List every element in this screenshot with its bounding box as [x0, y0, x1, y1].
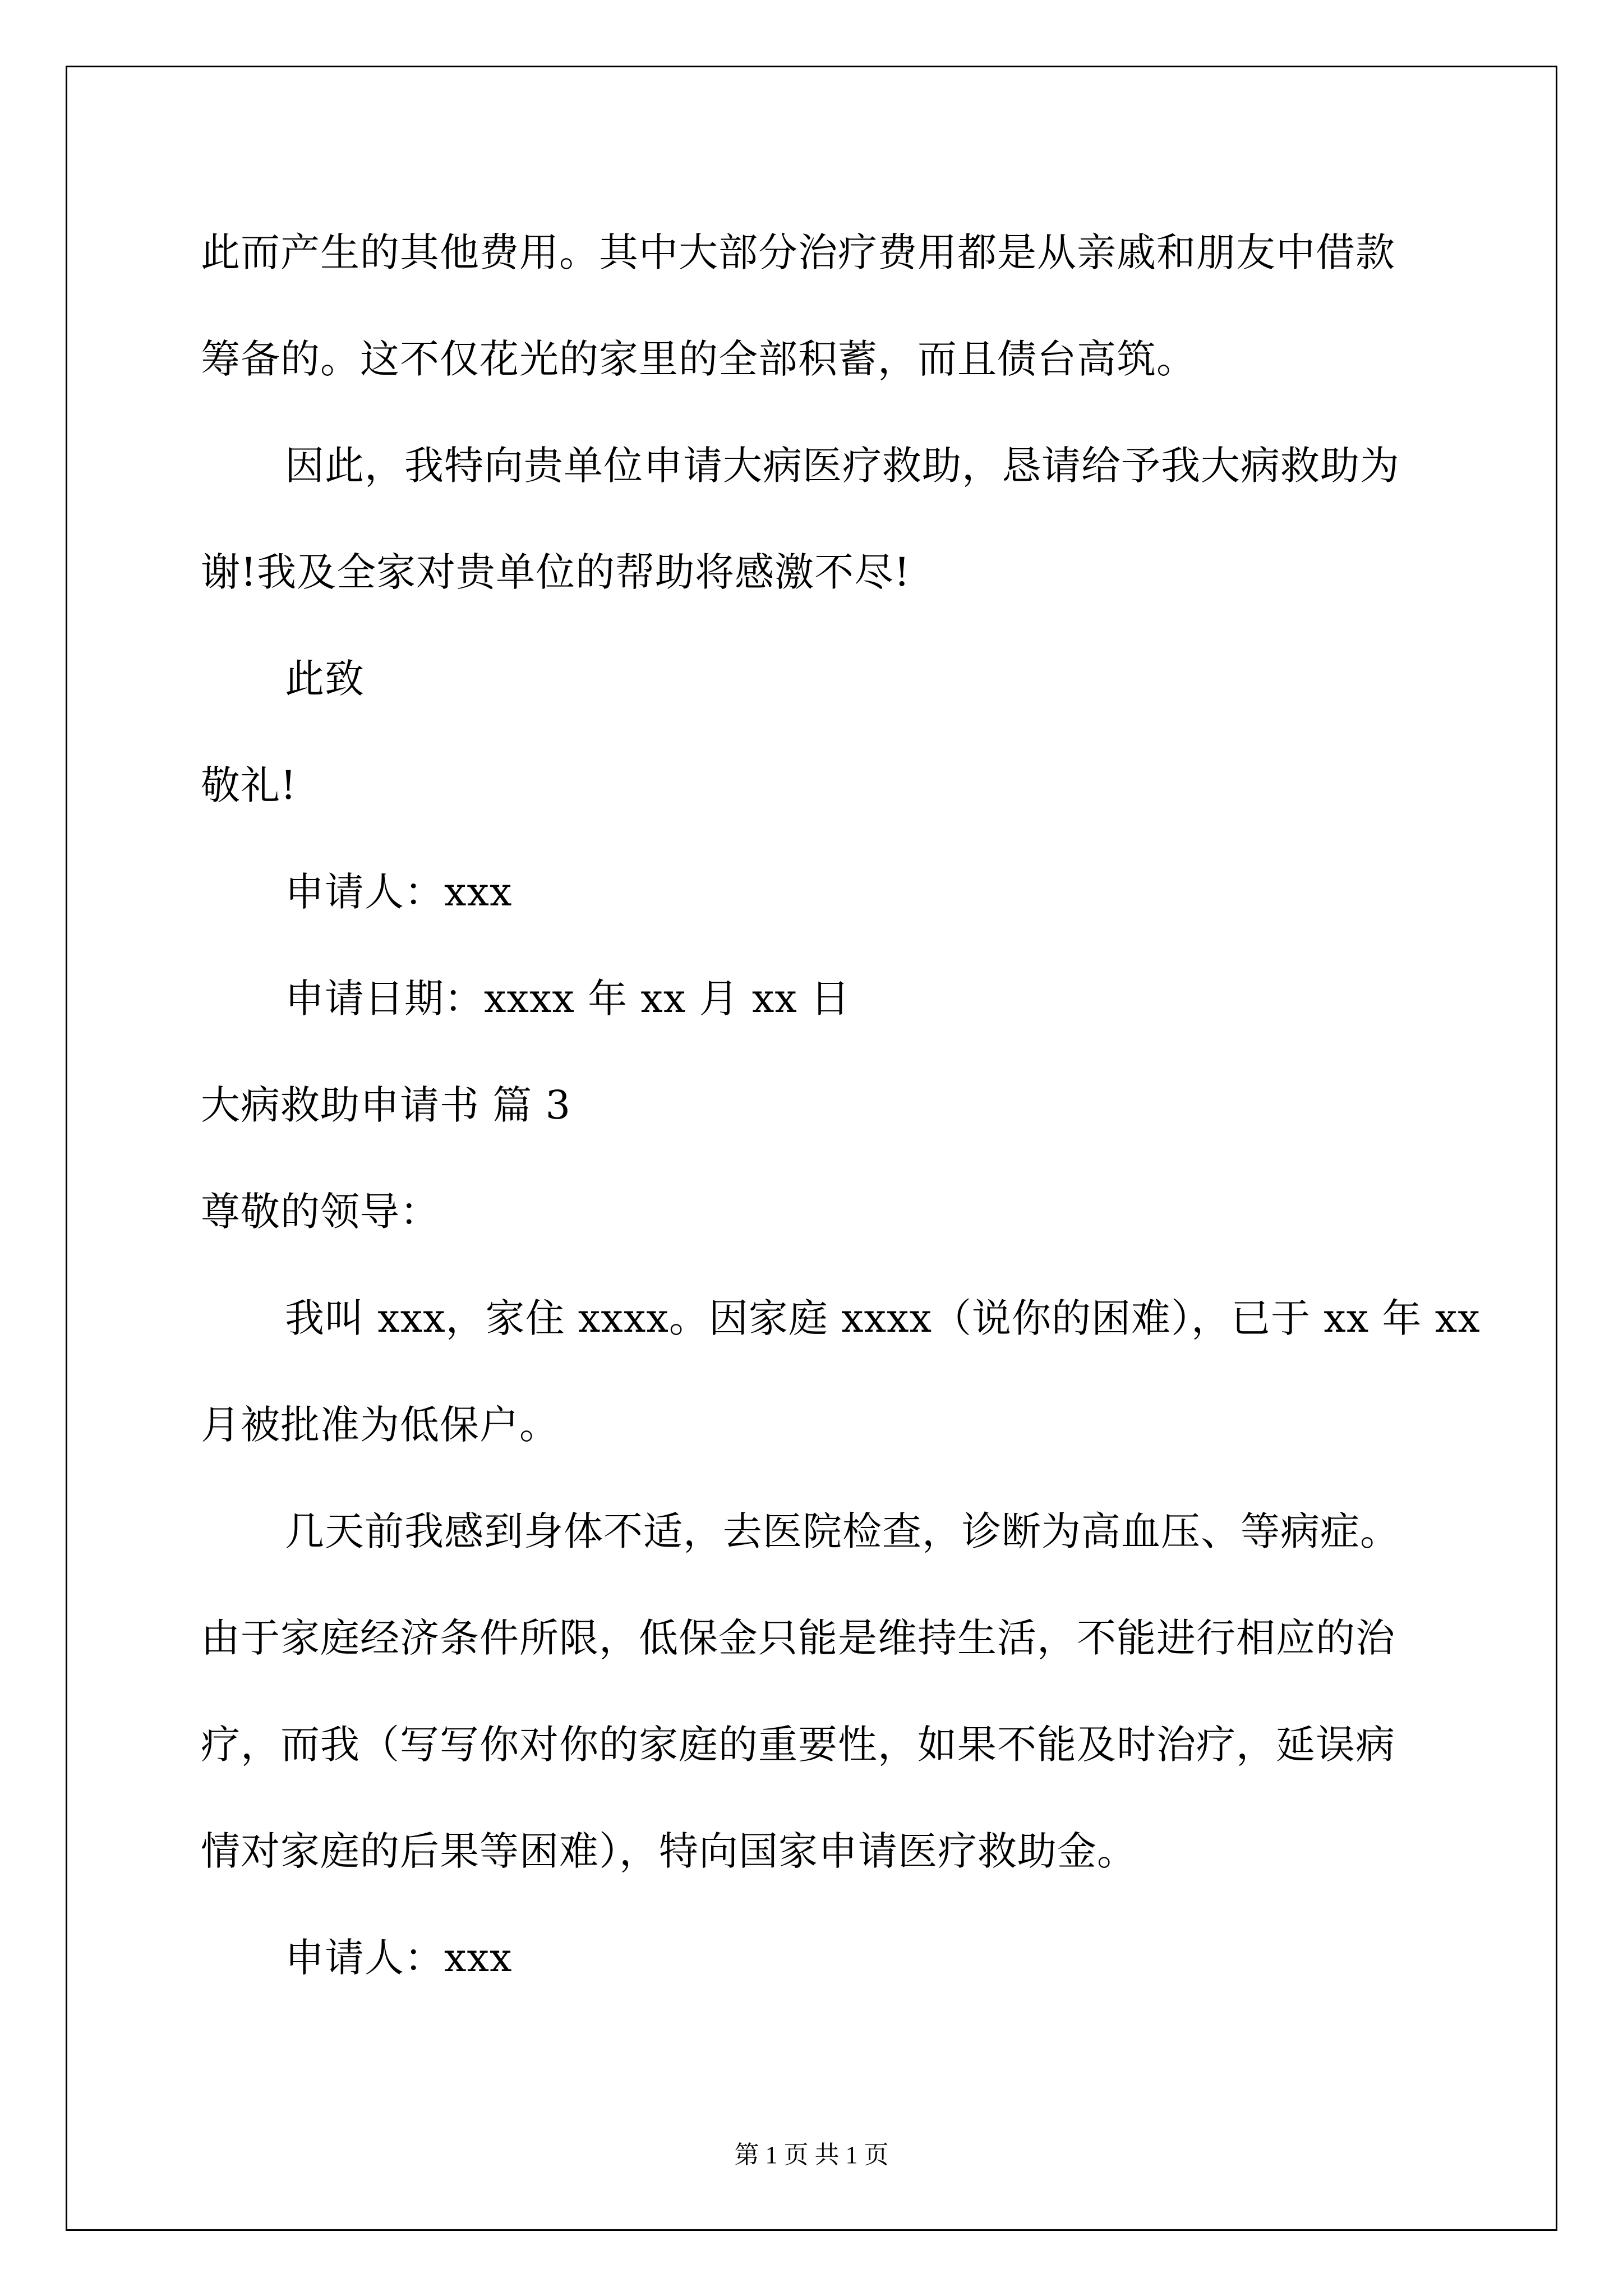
closing-salutation: 此致	[285, 656, 365, 702]
applicant-line: 申请人：xxx	[285, 869, 513, 915]
body-line: 因此，我特向贵单位申请大病医疗救助，恳请给予我大病救助为	[285, 443, 1400, 489]
body-line: 情对家庭的后果等困难），特向国家申请医疗救助金。	[201, 1828, 1137, 1874]
page-border	[66, 66, 1557, 2231]
applicant-line: 申请人：xxx	[285, 1935, 513, 1981]
closing-respect: 敬礼!	[201, 762, 297, 808]
body-line: 疗，而我（写写你对你的家庭的重要性，如果不能及时治疗，延误病	[201, 1722, 1395, 1768]
section-heading: 大病救助申请书 篇 3	[201, 1082, 571, 1128]
greeting: 尊敬的领导：	[201, 1189, 440, 1235]
body-line: 筹备的。这不仅花光的家里的全部积蓄，而且债台高筑。	[201, 336, 1196, 382]
page-number-footer: 第 1 页 共 1 页	[734, 2141, 889, 2169]
application-date-line: 申请日期：xxxx 年 xx 月 xx 日	[285, 976, 851, 1022]
body-line: 由于家庭经济条件所限，低保金只能是维持生活，不能进行相应的治	[201, 1615, 1395, 1661]
body-line: 几天前我感到身体不适，去医院检查，诊断为高血压、等病症。	[285, 1508, 1400, 1554]
body-line: 此而产生的其他费用。其中大部分治疗费用都是从亲戚和朋友中借款	[201, 229, 1395, 275]
body-line: 我叫 xxx，家住 xxxx。因家庭 xxxx（说你的困难），已于 xx 年 xx	[285, 1295, 1481, 1341]
body-line: 谢!我及全家对贵单位的帮助将感激不尽!	[201, 549, 911, 595]
body-line: 月被批准为低保户。	[201, 1402, 559, 1448]
